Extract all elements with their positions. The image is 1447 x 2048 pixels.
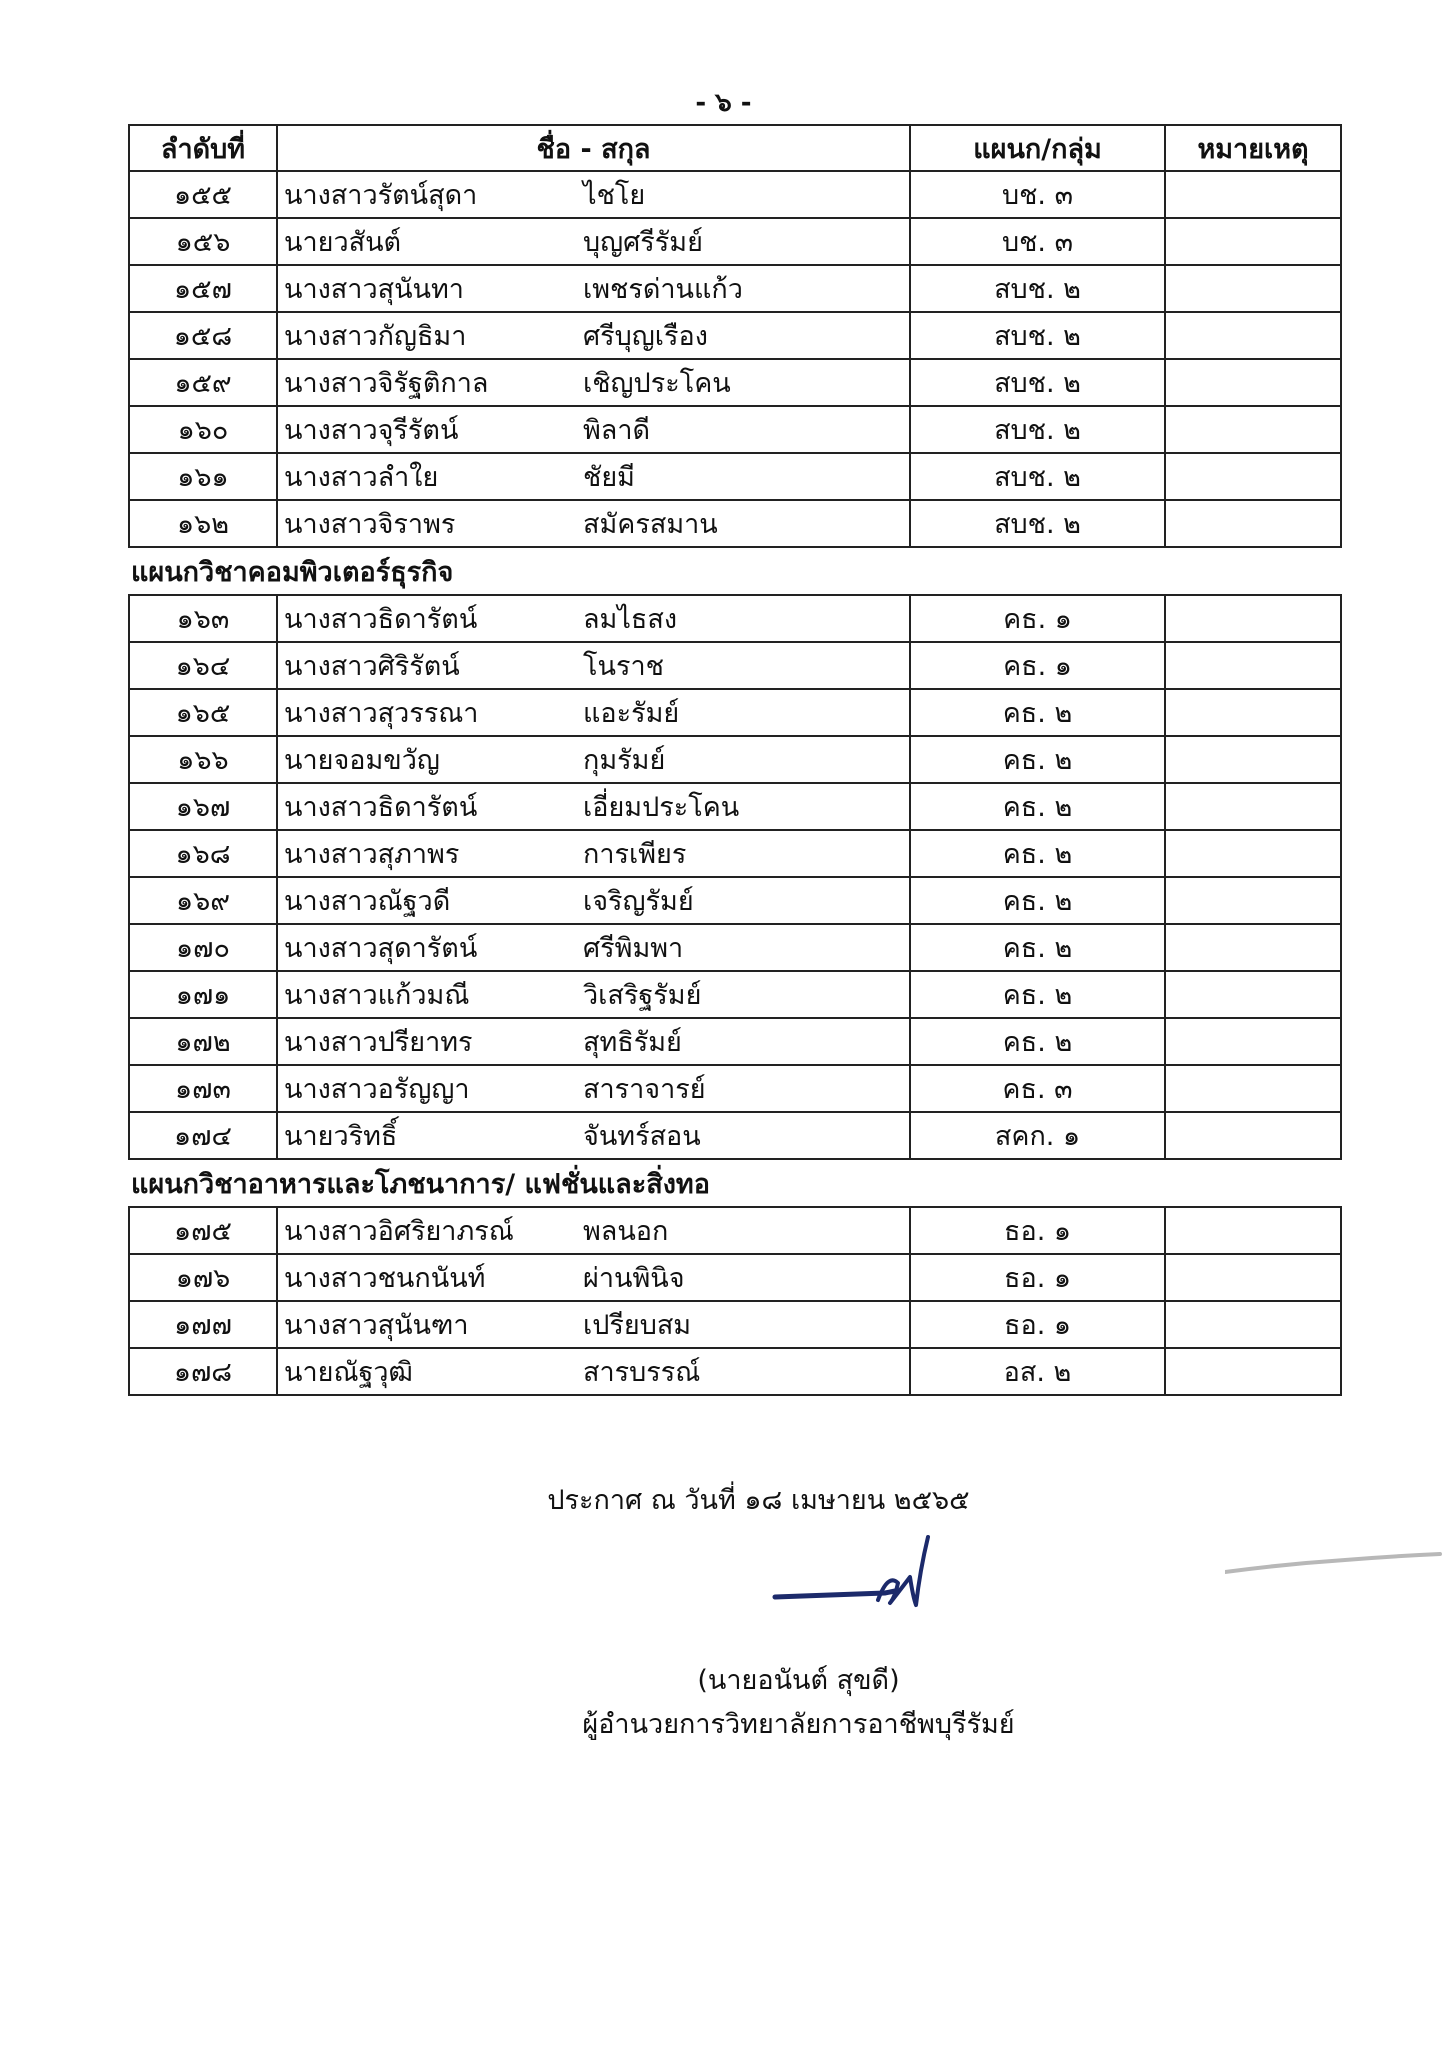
row-department: คธ. ๒ [910,877,1165,924]
row-last-name: สุทธิรัมย์ [577,1018,910,1065]
row-last-name: สาราจารย์ [577,1065,910,1112]
row-department: สคก. ๑ [910,1112,1165,1159]
table-header-row [129,125,1341,171]
row-remark [1165,359,1341,406]
row-number: ๑๖๗ [129,783,277,830]
row-last-name: โนราช [577,642,910,689]
signature-image [770,1525,990,1635]
table-row [129,265,1341,312]
row-number: ๑๗๖ [129,1254,277,1301]
header-number: ลำดับที่ [129,125,277,171]
row-department: คธ. ๒ [910,971,1165,1018]
header-department: แผนก/กลุ่ม [910,125,1165,171]
row-number: ๑๖๕ [129,689,277,736]
section-heading: แผนกวิชาคอมพิวเตอร์ธุรกิจ [129,547,1341,595]
row-first-name: นางสาวศิริรัตน์ [277,642,577,689]
row-last-name: สมัครสมาน [577,500,910,547]
row-number: ๑๖๑ [129,453,277,500]
row-last-name: กุมรัมย์ [577,736,910,783]
table-row [129,171,1341,218]
row-remark [1165,1301,1341,1348]
row-number: ๑๗๕ [129,1207,277,1254]
row-number: ๑๕๘ [129,312,277,359]
row-last-name: เชิญประโคน [577,359,910,406]
row-department: ธอ. ๑ [910,1207,1165,1254]
row-last-name: สารบรรณ์ [577,1348,910,1395]
row-last-name: ชัยมี [577,453,910,500]
row-number: ๑๗๐ [129,924,277,971]
row-department: อส. ๒ [910,1348,1165,1395]
row-last-name: พลนอก [577,1207,910,1254]
scan-smudge [1225,1550,1445,1580]
row-number: ๑๖๐ [129,406,277,453]
table-row [129,312,1341,359]
table-row [129,1112,1341,1159]
row-remark [1165,595,1341,642]
row-first-name: นางสาวสุดารัตน์ [277,924,577,971]
signer-title: ผู้อำนวยการวิทยาลัยการอาชีพบุรีรัมย์ [582,1709,1015,1740]
row-last-name: เจริญรัมย์ [577,877,910,924]
row-number: ๑๖๙ [129,877,277,924]
row-number: ๑๗๑ [129,971,277,1018]
row-number: ๑๖๘ [129,830,277,877]
row-first-name: นายจอมขวัญ [277,736,577,783]
row-number: ๑๗๒ [129,1018,277,1065]
row-remark [1165,1207,1341,1254]
row-remark [1165,736,1341,783]
row-last-name: เปรียบสม [577,1301,910,1348]
row-department: คธ. ๑ [910,642,1165,689]
row-last-name: เอี่ยมประโคน [577,783,910,830]
row-number: ๑๕๗ [129,265,277,312]
row-remark [1165,218,1341,265]
row-remark [1165,1112,1341,1159]
table-row [129,736,1341,783]
table-row [129,1018,1341,1065]
row-last-name: พิลาดี [577,406,910,453]
table-row [129,1207,1341,1254]
row-remark [1165,1018,1341,1065]
table-row [129,877,1341,924]
table-row [129,830,1341,877]
section-heading-row [129,1159,1341,1207]
row-last-name: แอะรัมย์ [577,689,910,736]
row-department: คธ. ๒ [910,689,1165,736]
row-number: ๑๕๖ [129,218,277,265]
row-number: ๑๖๔ [129,642,277,689]
row-remark [1165,500,1341,547]
row-remark [1165,406,1341,453]
row-first-name: นางสาวรัตน์สุดา [277,171,577,218]
section-heading-row [129,547,1341,595]
row-department: คธ. ๒ [910,736,1165,783]
row-remark [1165,642,1341,689]
row-first-name: นางสาวสุวรรณา [277,689,577,736]
row-first-name: นางสาวจิราพร [277,500,577,547]
header-remark: หมายเหตุ [1165,125,1341,171]
row-first-name: นางสาวสุนันทา [277,265,577,312]
row-last-name: ผ่านพินิจ [577,1254,910,1301]
row-remark [1165,1254,1341,1301]
row-department: สบช. ๒ [910,265,1165,312]
row-last-name: ไชโย [577,171,910,218]
row-department: คธ. ๒ [910,783,1165,830]
row-department: ธอ. ๑ [910,1301,1165,1348]
row-department: บช. ๓ [910,218,1165,265]
row-remark [1165,689,1341,736]
row-last-name: จันทร์สอน [577,1112,910,1159]
row-first-name: นางสาวธิดารัตน์ [277,783,577,830]
row-department: คธ. ๒ [910,830,1165,877]
row-last-name: ศรีพิมพา [577,924,910,971]
row-first-name: นางสาวธิดารัตน์ [277,595,577,642]
row-department: คธ. ๒ [910,924,1165,971]
row-number: ๑๗๔ [129,1112,277,1159]
row-last-name: การเพียร [577,830,910,877]
row-last-name: เพชรด่านแก้ว [577,265,910,312]
row-department: คธ. ๒ [910,1018,1165,1065]
row-department: ธอ. ๑ [910,1254,1165,1301]
table-body [129,171,1341,1395]
row-remark [1165,971,1341,1018]
row-remark [1165,830,1341,877]
row-first-name: นายวริทธิ์ [277,1112,577,1159]
row-first-name: นางสาวกัญธิมา [277,312,577,359]
row-remark [1165,783,1341,830]
row-remark [1165,312,1341,359]
row-department: สบช. ๒ [910,500,1165,547]
row-remark [1165,265,1341,312]
table-row [129,971,1341,1018]
row-first-name: นางสาวอรัญญา [277,1065,577,1112]
page-number: - ๖ - [695,88,752,118]
row-remark [1165,877,1341,924]
section-heading: แผนกวิชาอาหารและโภชนาการ/ แฟชั่นและสิ่งทอ [129,1159,1341,1207]
table-row [129,642,1341,689]
row-first-name: นายณัฐวุฒิ [277,1348,577,1395]
table-row [129,783,1341,830]
row-number: ๑๖๓ [129,595,277,642]
table-row [129,406,1341,453]
table-row [129,924,1341,971]
row-number: ๑๕๙ [129,359,277,406]
row-number: ๑๗๗ [129,1301,277,1348]
row-first-name: นายวสันต์ [277,218,577,265]
row-remark [1165,924,1341,971]
announcement-date: ประกาศ ณ วันที่ ๑๘ เมษายน ๒๕๖๕ [547,1485,970,1516]
row-first-name: นางสาวณัฐวดี [277,877,577,924]
row-last-name: บุญศรีรัมย์ [577,218,910,265]
row-remark [1165,1348,1341,1395]
roster-table [128,124,1342,1396]
table-row [129,1348,1341,1395]
row-last-name: วิเสริฐรัมย์ [577,971,910,1018]
table-row [129,218,1341,265]
row-first-name: นางสาวจิรัฐติกาล [277,359,577,406]
header-name: ชื่อ - สกุล [277,125,910,171]
table-row [129,359,1341,406]
row-department: สบช. ๒ [910,312,1165,359]
table-row [129,453,1341,500]
row-number: ๑๗๘ [129,1348,277,1395]
row-first-name: นางสาวปรียาทร [277,1018,577,1065]
row-first-name: นางสาวสุนันฑา [277,1301,577,1348]
table-row [129,595,1341,642]
signer-name: (นายอนันต์ สุขดี) [697,1665,900,1696]
row-first-name: นางสาวชนกนันท์ [277,1254,577,1301]
row-last-name: ลมไธสง [577,595,910,642]
row-first-name: นางสาวแก้วมณี [277,971,577,1018]
table-row [129,500,1341,547]
row-first-name: นางสาวสุภาพร [277,830,577,877]
row-remark [1165,1065,1341,1112]
table-row [129,689,1341,736]
row-remark [1165,453,1341,500]
table-row [129,1254,1341,1301]
row-number: ๑๗๓ [129,1065,277,1112]
row-department: คธ. ๓ [910,1065,1165,1112]
row-last-name: ศรีบุญเรือง [577,312,910,359]
row-first-name: นางสาวอิศริยาภรณ์ [277,1207,577,1254]
table-row [129,1301,1341,1348]
row-number: ๑๕๕ [129,171,277,218]
row-number: ๑๖๖ [129,736,277,783]
row-department: สบช. ๒ [910,359,1165,406]
row-number: ๑๖๒ [129,500,277,547]
row-first-name: นางสาวจุรีรัตน์ [277,406,577,453]
row-department: คธ. ๑ [910,595,1165,642]
row-department: บช. ๓ [910,171,1165,218]
row-department: สบช. ๒ [910,406,1165,453]
row-first-name: นางสาวลำใย [277,453,577,500]
row-department: สบช. ๒ [910,453,1165,500]
row-remark [1165,171,1341,218]
table-row [129,1065,1341,1112]
